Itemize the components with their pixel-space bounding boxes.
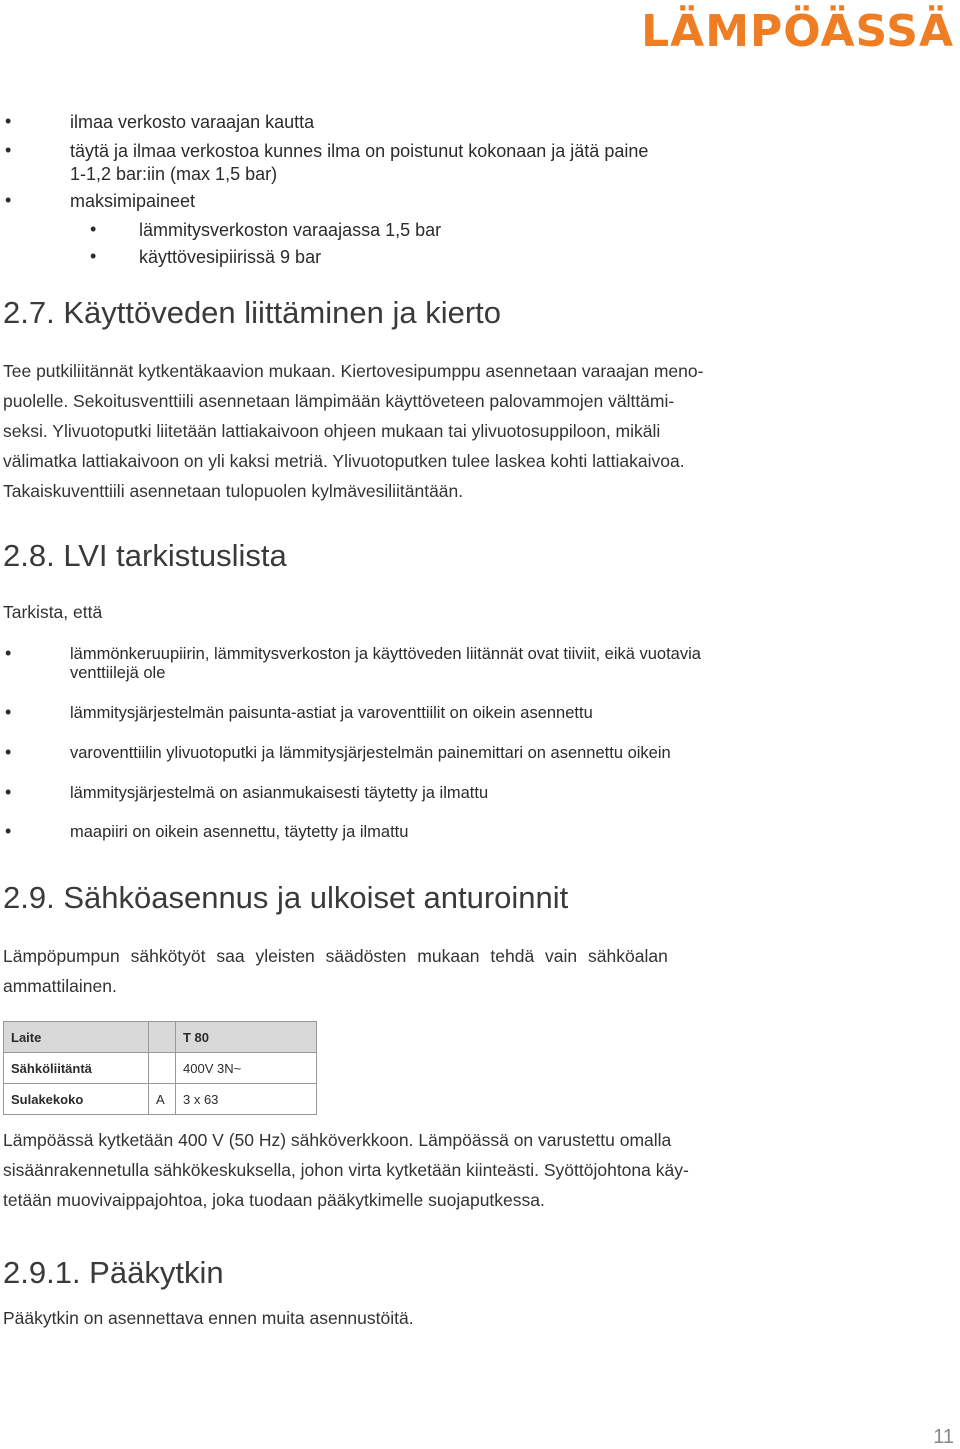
table-row [4,1022,317,1053]
list-item: täytä ja ilmaa verkostoa kunnes ilma on poistunut kokonaan ja jätä paine [70,141,649,161]
table-cell: Laite [4,1022,149,1053]
page-number: 11 [933,1426,954,1448]
checklist-item: varoventtiilin ylivuotoputki ja lämmitysjärjestelmän painemittari on asennettu oikein [70,744,671,762]
bullet-dot-icon: • [5,782,12,802]
text-line: puolelle. Sekoitusventtiili asennetaan lämpimään käyttöveteen palovammojen välttämi- [3,391,675,411]
table-cell: 3 x 63 [176,1084,317,1115]
list-item: ilmaa verkosto varaajan kautta [70,112,315,132]
bullet-dot-icon: • [5,140,12,160]
bullet-dot-icon: • [5,702,12,722]
section-2-9-body [3,941,953,1001]
text-line: Tee putkiliitännät kytkentäkaavion mukaan. Kiertovesipumppu asennetaan varaajan meno- [3,361,704,381]
bullet-dot-icon: • [5,821,12,841]
brand-logo: LÄMPÖÄSSÄ [641,6,954,57]
sub-list-item: käyttövesipiirissä 9 bar [139,247,322,267]
section-2-7-body [3,356,953,506]
section-heading-2-7: 2.7. Käyttöveden liittäminen ja kierto [3,295,501,330]
table-cell: T 80 [176,1022,317,1053]
text-line: Lämpöässä kytketään 400 V (50 Hz) sähköverkkoon. Lämpöässä on varustettu omalla [3,1130,672,1150]
section-2-8-lead: Tarkista, että [3,602,103,622]
text-line: Lämpöpumpun sähkötyöt saa yleisten säädösten mukaan tehdä vain sähköalan [3,946,668,966]
table-row [4,1053,317,1084]
section-heading-2-9: 2.9. Sähköasennus ja ulkoiset anturoinnit [3,880,569,915]
table-row [4,1084,317,1115]
table-cell: Sulakekoko [4,1084,149,1115]
text-line: seksi. Ylivuotoputki liitetään lattiakaivoon ohjeen mukaan tai ylivuotosuppiloon, mikäli [3,421,661,441]
text-line: sisäänrakennetulla sähkökeskuksella, johon virta kytketään kiinteästi. Syöttöjohtona käy- [3,1160,689,1180]
section-heading-2-8: 2.8. LVI tarkistuslista [3,538,287,573]
checklist-item: lämmönkeruupiirin, lämmitysverkoston ja käyttöveden liitännät ovat tiiviit, eikä vuotavia [70,645,701,663]
section-2-9-after [3,1125,953,1215]
section-heading-2-9-1: 2.9.1. Pääkytkin [3,1255,224,1290]
section-2-9-1-body: Pääkytkin on asennettava ennen muita asennustöitä. [3,1308,414,1328]
bullet-dot-icon: • [5,742,12,762]
text-line: välimatka lattiakaivoon on yli kaksi metriä. Ylivuotoputken tulee laskea kohti lattiakaivoa. [3,451,685,471]
list-item: maksimipaineet [70,191,196,211]
text-line: Takaiskuventtiili asennetaan tulopuolen kylmävesiliitäntään. [3,481,464,501]
text-line: tetään muovivaippajohtoa, joka tuodaan pääkytkimelle suojaputkessa. [3,1190,545,1210]
table-cell: A [149,1084,176,1115]
sub-list-item: lämmitysverkoston varaajassa 1,5 bar [139,220,442,240]
table-cell: 400V 3N~ [176,1053,317,1084]
bullet-dot-icon: • [5,643,12,663]
bullet-dot-icon: • [90,219,97,239]
table-cell [149,1022,176,1053]
bullet-dot-icon: • [5,190,12,210]
checklist-item-continuation: venttiilejä ole [70,664,166,682]
electrical-spec-table [3,1021,317,1115]
checklist-item: maapiiri on oikein asennettu, täytetty ja ilmattu [70,823,409,841]
checklist-item: lämmitysjärjestelmä on asianmukaisesti täytetty ja ilmattu [70,784,489,802]
table-cell: Sähköliitäntä [4,1053,149,1084]
bullet-dot-icon: • [5,111,12,131]
table-cell [149,1053,176,1084]
bullet-dot-icon: • [90,246,97,266]
text-line: ammattilainen. [3,976,117,996]
checklist-item: lämmitysjärjestelmän paisunta-astiat ja varoventtiilit on oikein asennettu [70,704,593,722]
list-item-continuation: 1-1,2 bar:iin (max 1,5 bar) [70,164,278,184]
